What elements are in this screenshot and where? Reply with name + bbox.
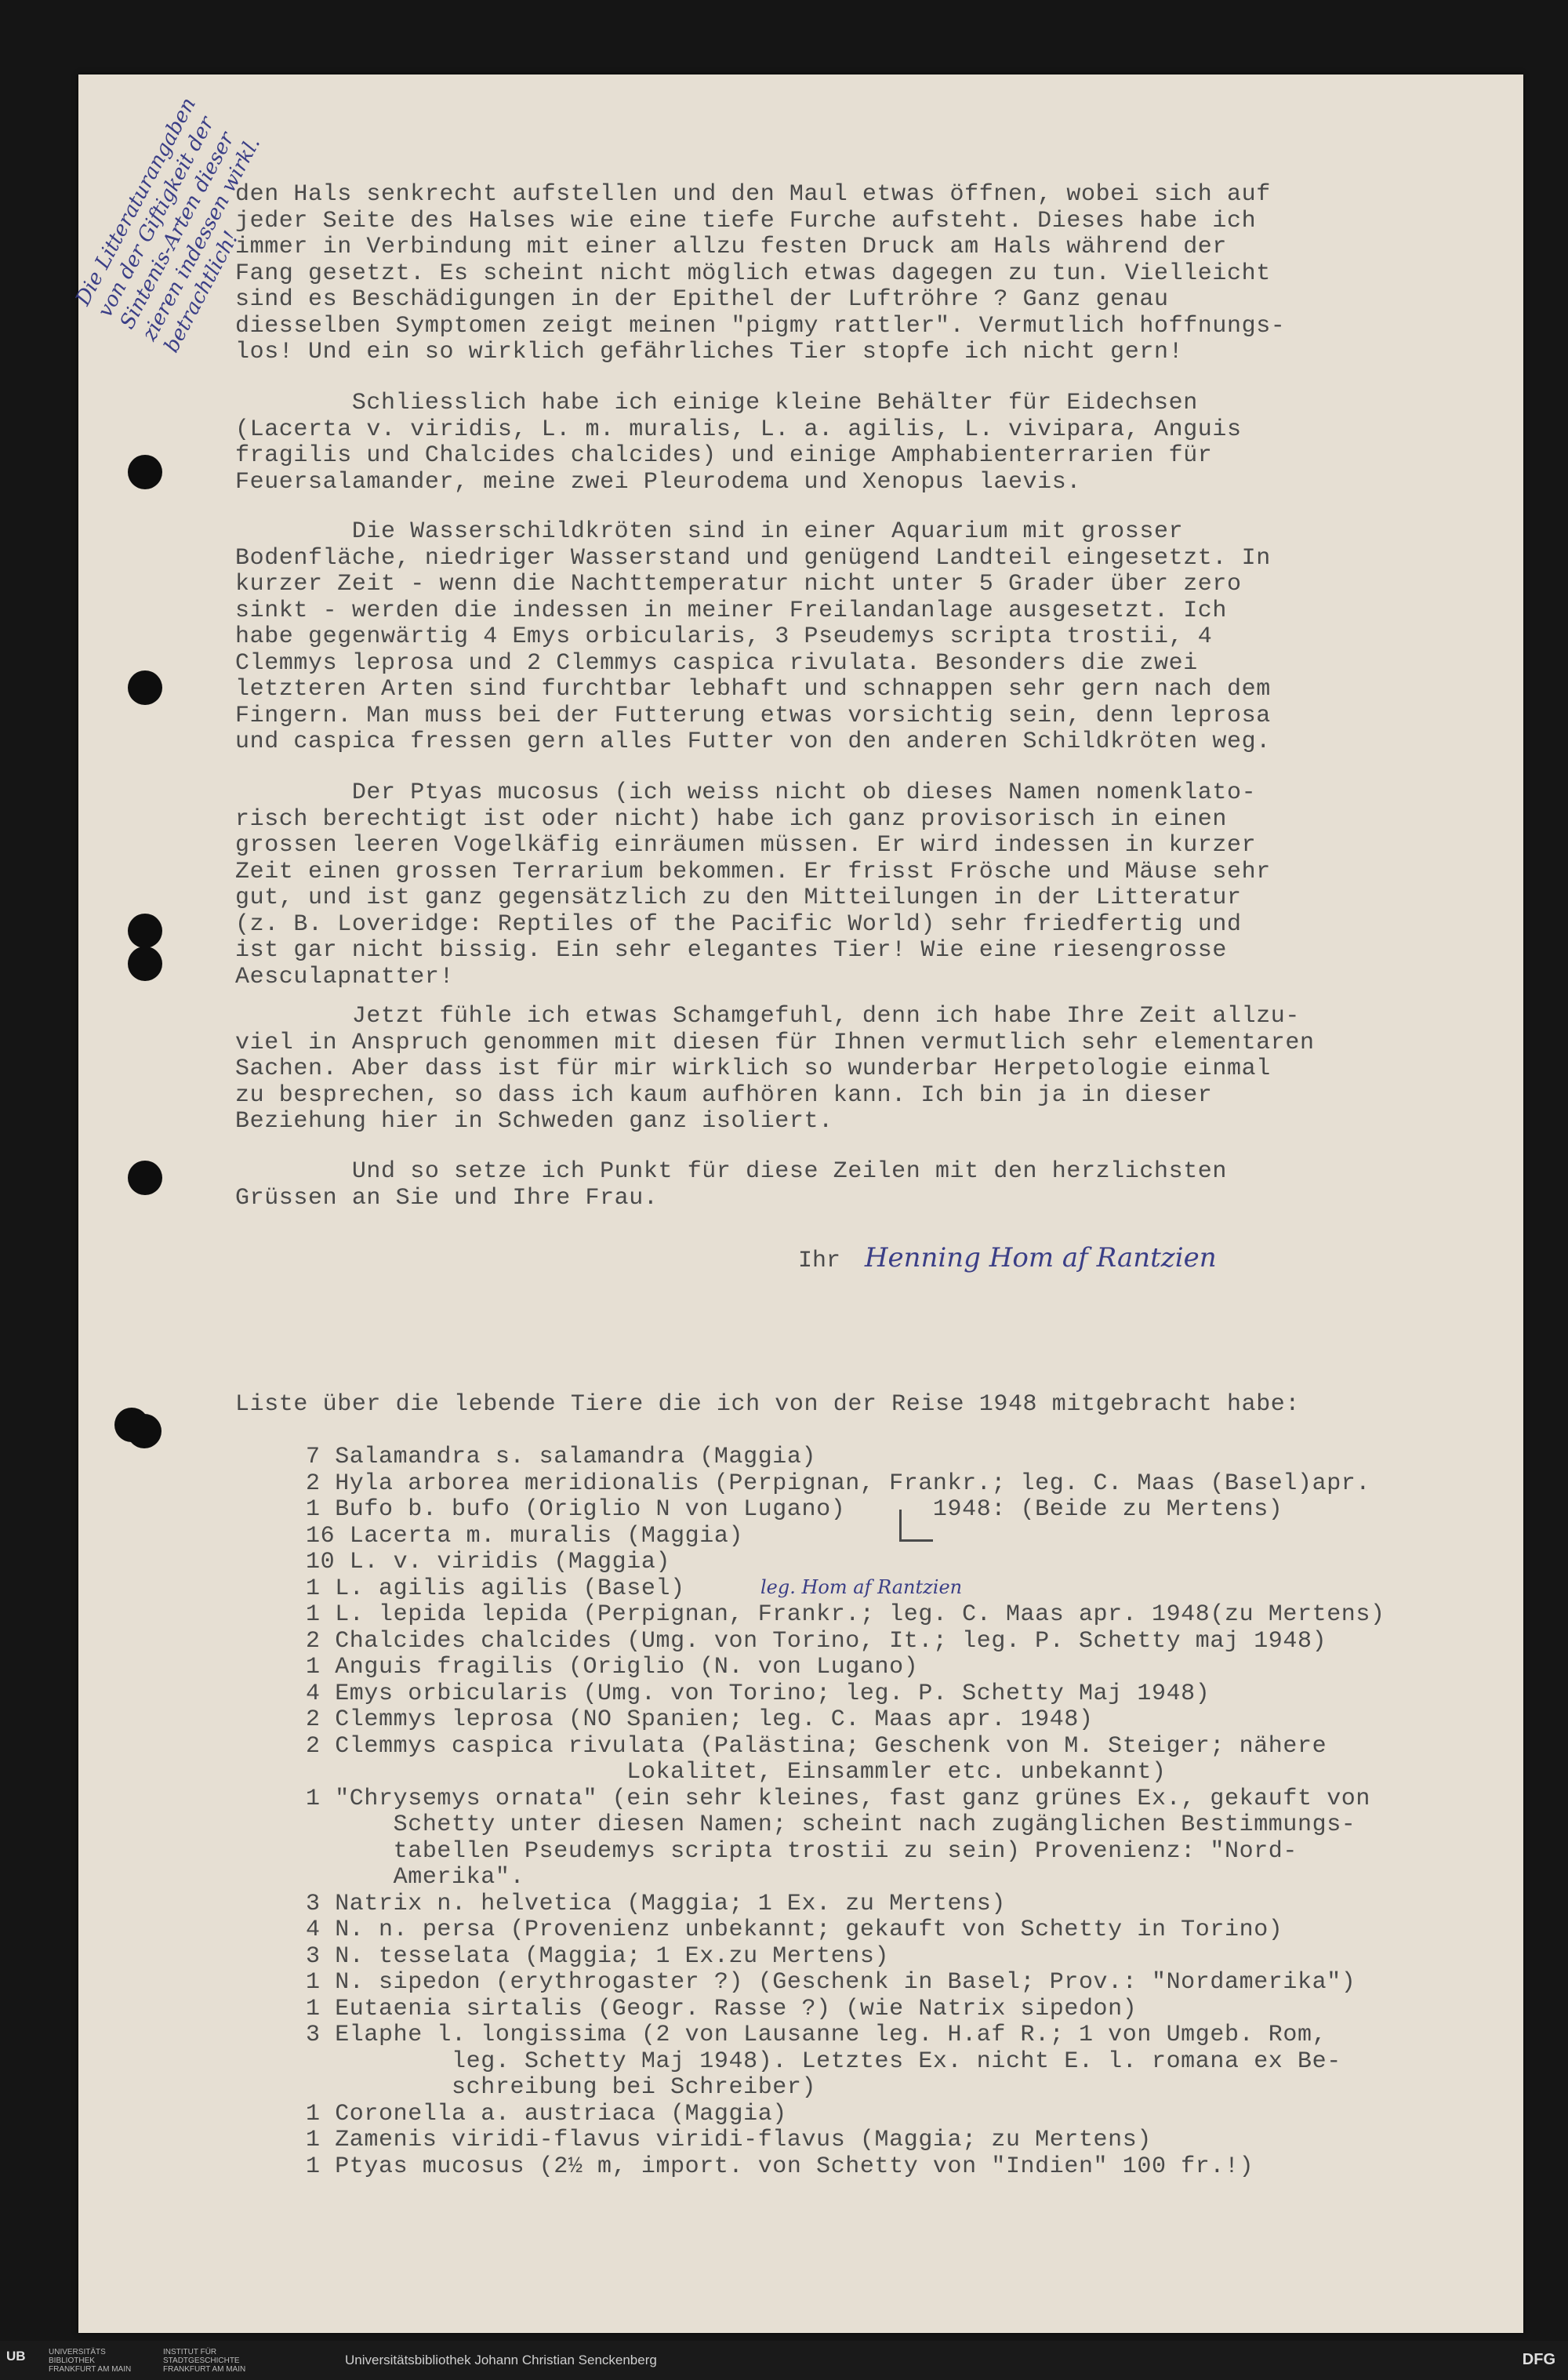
letter-line: habe gegenwärtig 4 Emys orbicularis, 3 Pseudemys scripta trostii, 4 bbox=[235, 623, 1213, 650]
species-list-line: 1 Ptyas mucosus (2½ m, import. von Schetty von "Indien" 100 fr.!) bbox=[306, 2153, 1254, 2180]
letter-line: Grüssen an Sie und Ihre Frau. bbox=[235, 1184, 659, 1212]
letter-line: Aesculapnatter! bbox=[235, 963, 455, 990]
letter-line: Der Ptyas mucosus (ich weiss nicht ob dieses Namen nomenklato- bbox=[235, 779, 1257, 806]
species-list-line: 2 Hyla arborea meridionalis (Perpignan, Frankr.; leg. C. Maas (Basel)apr. bbox=[306, 1470, 1371, 1497]
handwritten-signature: Henning Hom af Rantzien bbox=[864, 1242, 1217, 1274]
letter-line: letzteren Arten sind furchtbar lebhaft und schnappen sehr gern nach dem bbox=[235, 676, 1271, 703]
ub-logo-subtitle: UNIVERSITÄTS BIBLIOTHEK FRANKFURT AM MAIN bbox=[49, 2348, 132, 2374]
punch-hole bbox=[127, 1414, 162, 1448]
letter-line: Fingern. Man muss bei der Futterung etwas vorsichtig sein, denn leprosa bbox=[235, 702, 1271, 729]
letter-line: (z. B. Loveridge: Reptiles of the Pacific World) sehr friedfertig und bbox=[235, 910, 1242, 938]
species-list-line: 1 Bufo b. bufo (Origlio N von Lugano) 1948: (Beide zu Mertens) bbox=[306, 1496, 1283, 1523]
bracket-mark bbox=[899, 1510, 933, 1542]
letter-line: Jetzt fühle ich etwas Schamgefuhl, denn ich habe Ihre Zeit allzu- bbox=[235, 1003, 1301, 1030]
punch-hole bbox=[128, 914, 162, 948]
letter-line: immer in Verbindung mit einer allzu festen Druck am Hals während der bbox=[235, 234, 1227, 260]
species-list-line: 1 L. lepida lepida (Perpignan, Frankr.; leg. C. Maas apr. 1948(zu Mertens) bbox=[306, 1601, 1385, 1628]
species-list-line: 1 Eutaenia sirtalis (Geogr. Rasse ?) (wie Natrix sipedon) bbox=[306, 1995, 1138, 2022]
species-list-line: 1 Anguis fragilis (Origlio (N. von Lugano) bbox=[306, 1654, 919, 1681]
letter-line: Sachen. Aber dass ist für mir wirklich so wunderbar Herpetologie einmal bbox=[235, 1056, 1271, 1082]
species-list-line: schreibung bei Schreiber) bbox=[306, 2074, 817, 2101]
letter-line: und caspica fressen gern alles Futter von den anderen Schildkröten weg. bbox=[235, 729, 1271, 755]
punch-hole bbox=[128, 1161, 162, 1195]
species-list-line: 7 Salamandra s. salamandra (Maggia) bbox=[306, 1444, 817, 1470]
letter-line: risch berechtigt ist oder nicht) habe ich ganz provisorisch in einen bbox=[235, 805, 1227, 833]
letter-line: fragilis und Chalcides chalcides) und einige Amphabienterrarien für bbox=[235, 442, 1213, 469]
species-list-line: 1 Coronella a. austriaca (Maggia) bbox=[306, 2100, 787, 2127]
letter-paragraph-3 bbox=[235, 519, 1271, 756]
letter-line: Bodenfläche, niedriger Wasserstand und genügend Landteil eingesetzt. In bbox=[235, 544, 1271, 572]
letter-line: sinkt - werden die indessen in meiner Freilandanlage ausgesetzt. Ich bbox=[235, 597, 1227, 624]
punch-hole bbox=[128, 455, 162, 489]
letter-line: grossen leeren Vogelkäfig einräumen müssen. Er wird indessen in kurzer bbox=[235, 832, 1257, 859]
species-list-line: 1 "Chrysemys ornata" (ein sehr kleines, fast ganz grünes Ex., gekauft von bbox=[306, 1785, 1371, 1812]
species-list-line: tabellen Pseudemys scripta trostii zu sein) Provenienz: "Nord- bbox=[306, 1837, 1298, 1865]
letter-line: (Lacerta v. viridis, L. m. muralis, L. a. agilis, L. vivipara, Anguis bbox=[235, 416, 1242, 443]
punch-hole bbox=[128, 670, 162, 705]
dfg-logo: DFG bbox=[1522, 2351, 1555, 2368]
letter-line: Clemmys leprosa und 2 Clemmys caspica rivulata. Besonders die zwei bbox=[235, 649, 1198, 677]
signature-block bbox=[798, 1242, 1217, 1274]
species-list-line: Schetty unter diesen Namen; scheint nach zugänglichen Bestimmungs- bbox=[306, 1811, 1356, 1838]
letter-line: jeder Seite des Halses wie eine tiefe Furche aufsteht. Dieses habe ich bbox=[235, 207, 1257, 234]
letter-line: den Hals senkrecht aufstellen und den Maul etwas öffnen, wobei sich auf bbox=[235, 181, 1271, 208]
species-list-line: 16 Lacerta m. muralis (Maggia) bbox=[306, 1522, 744, 1550]
letter-paragraph-1 bbox=[235, 182, 1285, 366]
species-list-line: 2 Clemmys leprosa (NO Spanien; leg. C. Maas apr. 1948) bbox=[306, 1706, 1094, 1733]
letter-line: sind es Beschädigungen in der Epithel der Luftröhre ? Ganz genau bbox=[235, 286, 1169, 313]
species-list-line: 1 N. sipedon (erythrogaster ?) (Geschenk in Basel; Prov.: "Nordamerika") bbox=[306, 1969, 1356, 1996]
isg-logo: INSTITUT FÜR STADTGESCHICHTE FRANKFURT AM MAIN bbox=[163, 2348, 246, 2374]
species-list bbox=[306, 1444, 1385, 2180]
letter-line: Beziehung hier in Schweden ganz isoliert. bbox=[235, 1108, 833, 1135]
letter-line: Zeit einen grossen Terrarium bekommen. Er frisst Frösche und Mäuse sehr bbox=[235, 858, 1271, 885]
handwritten-list-addition: leg. Hom af Rantzien bbox=[760, 1576, 963, 1598]
ub-logo: UB bbox=[6, 2349, 26, 2364]
letter-line: kurzer Zeit - wenn die Nachttemperatur nicht unter 5 Grader über zero bbox=[235, 571, 1242, 598]
species-list-line: 2 Chalcides chalcides (Umg. von Torino, It.; leg. P. Schetty maj 1948) bbox=[306, 1627, 1327, 1655]
species-list-line: 4 N. n. persa (Provenienz unbekannt; gekauft von Schetty in Torino) bbox=[306, 1917, 1283, 1943]
letter-paragraph-6 bbox=[235, 1159, 1227, 1212]
library-credit: Universitätsbibliothek Johann Christian Senckenberg bbox=[345, 2353, 657, 2367]
handwritten-margin-note: Die Litteraturangaben von der Giftigkeit der Sintenis-Arten dieser zieren indessen wirkl. betrachtlich! bbox=[71, 93, 266, 357]
species-list-line: leg. Schetty Maj 1948). Letztes Ex. nicht E. l. romana ex Be- bbox=[306, 2048, 1341, 2075]
species-list-line: Amerika". bbox=[306, 1864, 525, 1891]
letter-line: Und so setze ich Punkt für diese Zeilen mit den herzlichsten bbox=[235, 1158, 1227, 1185]
punch-hole bbox=[128, 947, 162, 981]
letter-line: Die Wasserschildkröten sind in einer Aquarium mit grosser bbox=[235, 518, 1184, 545]
letter-line: zu besprechen, so dass ich kaum aufhören kann. Ich bin ja in dieser bbox=[235, 1081, 1213, 1109]
letter-line: Schliesslich habe ich einige kleine Behälter für Eidechsen bbox=[235, 390, 1198, 416]
letter-line: los! Und ein so wirklich gefährliches Tier stopfe ich nicht gern! bbox=[235, 339, 1184, 365]
letter-paragraph-2 bbox=[235, 391, 1242, 496]
species-list-line: 1 Zamenis viridi-flavus viridi-flavus (Maggia; zu Mertens) bbox=[306, 2127, 1152, 2153]
letter-line: gut, und ist ganz gegensätzlich zu den Mitteilungen in der Litteratur bbox=[235, 885, 1242, 911]
species-list-line: 3 Elaphe l. longissima (2 von Lausanne leg. H.af R.; 1 von Umgeb. Rom, bbox=[306, 2022, 1327, 2048]
closing-word: Ihr bbox=[798, 1248, 841, 1274]
footer-bar bbox=[0, 2341, 1568, 2380]
species-list-line: 1 L. agilis agilis (Basel) bbox=[306, 1575, 685, 1602]
species-list-line: 4 Emys orbicularis (Umg. von Torino; leg. P. Schetty Maj 1948) bbox=[306, 1680, 1210, 1707]
letter-line: Fang gesetzt. Es scheint nicht möglich etwas dagegen zu tun. Vielleicht bbox=[235, 260, 1271, 287]
species-list-line: 2 Clemmys caspica rivulata (Palästina; Geschenk von M. Steiger; nähere bbox=[306, 1732, 1327, 1760]
letter-line: Feuersalamander, meine zwei Pleurodema und Xenopus laevis. bbox=[235, 468, 1081, 496]
species-list-line: 3 Natrix n. helvetica (Maggia; 1 Ex. zu Mertens) bbox=[306, 1890, 1006, 1917]
species-list-line: 10 L. v. viridis (Maggia) bbox=[306, 1549, 671, 1575]
letter-line: ist gar nicht bissig. Ein sehr elegantes Tier! Wie eine riesengrosse bbox=[235, 937, 1227, 964]
species-list-line: 3 N. tesselata (Maggia; 1 Ex.zu Mertens) bbox=[306, 1942, 890, 1970]
letter-line: viel in Anspruch genommen mit diesen für Ihnen vermutlich sehr elementaren bbox=[235, 1029, 1315, 1056]
letter-line: diesselben Symptomen zeigt meinen "pigmy rattler". Vermutlich hoffnungs- bbox=[235, 312, 1286, 340]
letter-paragraph-4 bbox=[235, 780, 1271, 990]
letter-paragraph-5 bbox=[235, 1004, 1315, 1135]
species-list-line: Lokalitet, Einsammler etc. unbekannt) bbox=[306, 1759, 1167, 1786]
species-list-heading: Liste über die lebende Tiere die ich von der Reise 1948 mitgebracht habe: bbox=[235, 1391, 1301, 1418]
